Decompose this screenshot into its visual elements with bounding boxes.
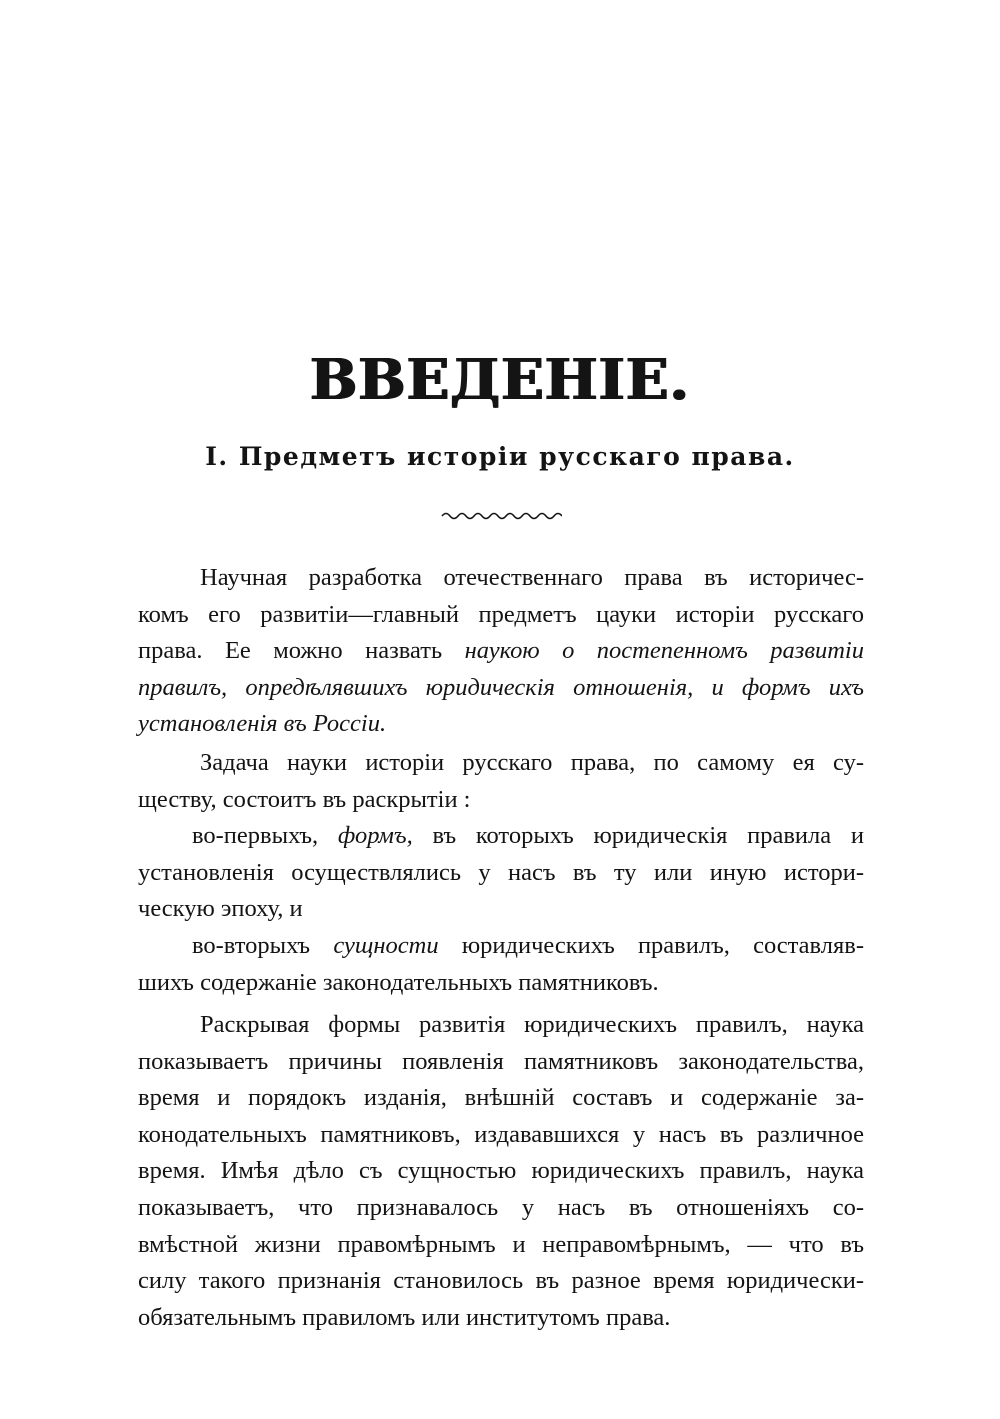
italic-span: наукою о постепенномъ развитiи: [464, 637, 864, 665]
text-line: ществу, состоитъ въ раскрытiи :: [138, 785, 471, 813]
text-line: установленiя осуществлялись у насъ въ ту или иную истори-: [138, 858, 864, 886]
text-line: Задача науки исторiи русскаго права, по самому ея су-: [200, 749, 864, 776]
text-line: показываетъ причины появленiя памятниковъ законодательства,: [138, 1047, 864, 1075]
text-span: во-вторыхъ: [192, 931, 311, 959]
text-line: силу такого признанiя становилось въ разное время юридически-: [138, 1267, 864, 1295]
paragraph-task: [138, 745, 864, 1001]
wavy-divider-ornament: [440, 508, 562, 524]
text-line: шихъ содержанiе законодательныхъ памятниковъ.: [138, 968, 659, 996]
text-span: въ которыхъ юридическiя правила и: [432, 822, 864, 850]
italic-span: формъ,: [337, 822, 413, 850]
text-line: время и порядокъ изданiя, внѣшнiй составъ и содержанiе за-: [138, 1084, 864, 1112]
text-line: [138, 670, 864, 707]
italic-span: правилъ, опредѣлявшихъ юридическiя отношенiя, и формъ ихъ: [138, 673, 864, 701]
italic-span: установленiя въ Россiи.: [138, 710, 387, 738]
text-line: [138, 818, 864, 855]
text-span: юридическихъ правилъ, составляв-: [461, 931, 865, 959]
chapter-title: ВВЕДЕНIЕ.: [309, 347, 691, 413]
text-line: обязательнымъ правиломъ или институтомъ права.: [138, 1303, 671, 1331]
text-line: показываетъ, что признавалось у насъ въ отношенiяхъ со-: [138, 1193, 864, 1221]
text-line: время. Имѣя дѣло съ сущностью юридическихъ правилъ, наука: [138, 1157, 864, 1185]
text-line: конодательныхъ памятниковъ, издававшихся у насъ въ различное: [138, 1120, 864, 1148]
text-line: Раскрывая формы развитiя юридическихъ правилъ, наука: [200, 1011, 864, 1038]
text-line: ческую эпоху, и: [138, 895, 303, 923]
text-span: во-первыхъ,: [192, 822, 319, 850]
text-span: права. Ее можно назвать: [138, 637, 443, 665]
paragraph-forms: [138, 1007, 864, 1336]
section-heading: I. Предметъ исторiи русскаго права.: [205, 442, 795, 471]
text-line: [138, 928, 864, 965]
text-line: вмѣстной жизни правомѣрнымъ и неправомѣрнымъ, — что въ: [138, 1230, 864, 1258]
italic-span: сущности: [333, 931, 439, 959]
text-line: [138, 633, 864, 670]
paragraph-definition: [138, 560, 864, 743]
text-line: Научная разработка отечественнаго права въ историчес-: [200, 564, 864, 591]
text-line: [138, 706, 864, 743]
text-line: комъ его развитiи—главный предметъ цауки исторiи русскаго: [138, 600, 864, 628]
